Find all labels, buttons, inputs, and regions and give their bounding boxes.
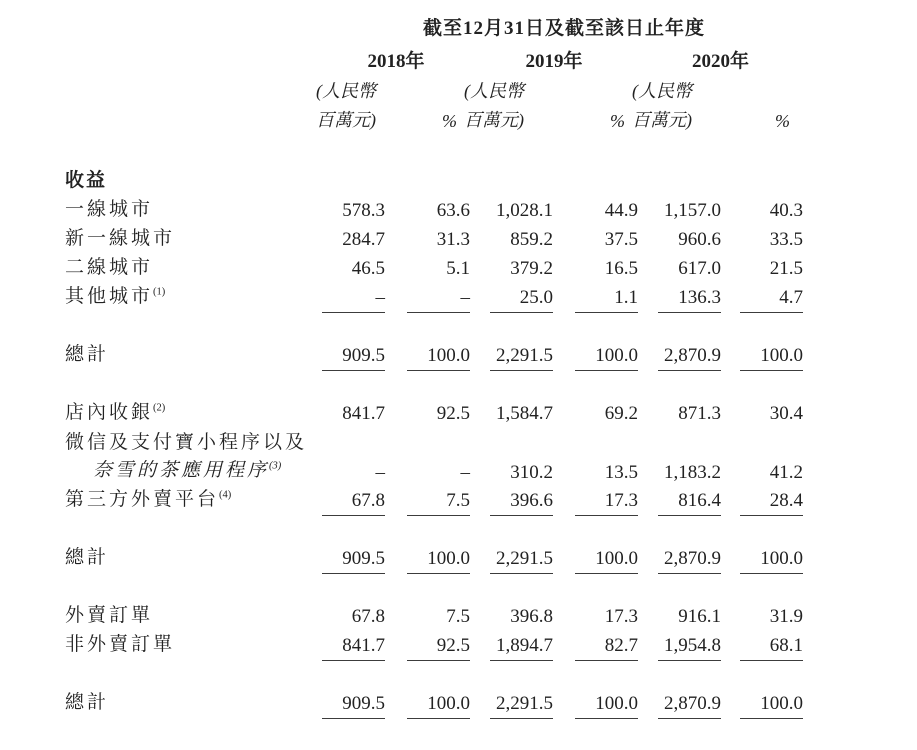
value: 136.3 [658, 287, 721, 313]
value-cell [470, 462, 553, 488]
value: 28.4 [740, 490, 803, 516]
value-cell [470, 200, 553, 226]
value-cell [553, 606, 638, 632]
value-cell [385, 229, 470, 255]
row-label [65, 226, 322, 255]
value-cell [638, 229, 721, 255]
value-cell [470, 548, 553, 574]
value: 100.0 [407, 548, 470, 574]
value: 1,894.7 [490, 635, 553, 661]
spacer-row [65, 574, 917, 603]
value: 396.8 [510, 606, 553, 627]
value: 2,291.5 [490, 693, 553, 719]
value-cell [322, 403, 385, 429]
value-cell [638, 635, 721, 661]
row-label [65, 429, 322, 488]
row-label [65, 255, 322, 284]
table-title [322, 16, 806, 46]
value: 2,291.5 [490, 548, 553, 574]
value-cell [638, 490, 721, 516]
value-cell [322, 200, 385, 226]
value-cell [553, 403, 638, 429]
value: 100.0 [740, 548, 803, 574]
section-row [65, 168, 806, 197]
unit-label: 百萬元) [464, 110, 524, 130]
value: 100.0 [407, 345, 470, 371]
value: 31.3 [436, 229, 470, 250]
value: 909.5 [322, 345, 385, 371]
year-header-2020: 2020年 [691, 51, 749, 72]
value-cell [322, 693, 385, 719]
value-cell [470, 403, 553, 429]
value: 284.7 [342, 229, 385, 250]
row-label-text: 總計 [65, 692, 110, 713]
row-label [65, 690, 322, 719]
value-cell [553, 258, 638, 284]
value-cell [470, 258, 553, 284]
percent-header: % [610, 111, 625, 131]
value: 578.3 [342, 200, 385, 221]
value-cell [638, 606, 721, 632]
value-cell [721, 548, 803, 574]
value: 960.6 [678, 229, 721, 250]
value-cell [470, 345, 553, 371]
value: 1,183.2 [664, 462, 721, 483]
unit-header-row-1 [65, 77, 806, 106]
spacer-row [65, 371, 917, 400]
spacer-row [65, 313, 917, 342]
value-cell [721, 693, 803, 719]
value: 68.1 [740, 635, 803, 661]
value: 859.2 [510, 229, 553, 250]
row-label-text: 微信及支付寶小程序以及 [65, 432, 308, 453]
value-cell [322, 287, 385, 313]
value: 82.7 [575, 635, 638, 661]
value: 37.5 [604, 229, 638, 250]
value-cell [385, 635, 470, 661]
footnote-marker: (1) [153, 286, 166, 298]
value: 1,157.0 [664, 200, 721, 221]
value: 909.5 [322, 693, 385, 719]
row-label [65, 603, 322, 632]
value-cell [470, 287, 553, 313]
row-label [65, 545, 322, 574]
row-label-text: 總計 [65, 547, 110, 568]
value-cell [322, 548, 385, 574]
value: 2,870.9 [658, 548, 721, 574]
data-row [65, 400, 806, 429]
value-cell [385, 462, 470, 488]
value-cell [385, 258, 470, 284]
value-cell [721, 490, 803, 516]
value: 2,870.9 [658, 693, 721, 719]
value-cell [553, 548, 638, 574]
row-label-text: 二線城市 [65, 257, 154, 278]
value: 100.0 [407, 693, 470, 719]
unit-label: 百萬元) [632, 110, 692, 130]
value-cell [385, 287, 470, 313]
value-cell [721, 287, 803, 313]
value-cell [721, 462, 803, 488]
value-cell [553, 229, 638, 255]
unit-header-row-2 [65, 106, 806, 135]
data-row [65, 255, 806, 284]
value-cell [638, 403, 721, 429]
value: 841.7 [342, 403, 385, 424]
value: 1,028.1 [496, 200, 553, 221]
value: 67.8 [351, 606, 385, 627]
value: 5.1 [446, 258, 470, 279]
row-label-text: 總計 [65, 344, 110, 365]
value-cell [385, 606, 470, 632]
value-cell [470, 606, 553, 632]
value-cell [385, 490, 470, 516]
value: 17.3 [575, 490, 638, 516]
value: 92.5 [436, 403, 470, 424]
row-label-line [65, 457, 322, 485]
value: 17.3 [604, 606, 638, 627]
value: 100.0 [740, 345, 803, 371]
value: 100.0 [575, 548, 638, 574]
value-cell [322, 462, 385, 488]
value-cell [553, 490, 638, 516]
row-label [65, 632, 322, 661]
footnote-marker: (3) [269, 460, 282, 472]
value: 909.5 [322, 548, 385, 574]
value-cell [322, 345, 385, 371]
percent-header: % [442, 111, 457, 131]
row-label-text: 其他城市 [65, 286, 154, 307]
value: 4.7 [740, 287, 803, 313]
value-cell [721, 606, 803, 632]
value: 916.1 [678, 606, 721, 627]
total-row [65, 545, 806, 574]
value-cell [470, 490, 553, 516]
value-cell [638, 287, 721, 313]
table-title-text: 截至12月31日及截至該日止年度 [422, 18, 705, 39]
value: 310.2 [510, 462, 553, 483]
value: 841.7 [322, 635, 385, 661]
value: 13.5 [604, 462, 638, 483]
row-label [65, 400, 322, 429]
row-label [65, 168, 322, 197]
value-cell [322, 635, 385, 661]
value: 46.5 [351, 258, 385, 279]
value-cell [322, 229, 385, 255]
value-cell [638, 345, 721, 371]
table-body [65, 168, 917, 719]
value: 44.9 [604, 200, 638, 221]
header-gap [65, 135, 917, 168]
data-row [65, 197, 806, 226]
data-row [65, 284, 806, 313]
row-label-text: 新一線城市 [65, 228, 176, 249]
value: 617.0 [678, 258, 721, 279]
value-cell [470, 693, 553, 719]
value: 92.5 [407, 635, 470, 661]
row-label-text: 外賣訂單 [65, 605, 154, 626]
value-cell [322, 490, 385, 516]
value-cell [721, 345, 803, 371]
value-cell [638, 693, 721, 719]
value: 396.6 [490, 490, 553, 516]
value-cell [322, 606, 385, 632]
total-row [65, 342, 806, 371]
value: 2,291.5 [490, 345, 553, 371]
percent-header: % [775, 111, 790, 131]
row-label-text: 收益 [65, 170, 108, 191]
value-cell [553, 635, 638, 661]
value-cell [553, 345, 638, 371]
row-label-text: 店內收銀 [65, 402, 154, 423]
value: 1.1 [575, 287, 638, 313]
value-cell [470, 229, 553, 255]
value-cell [721, 200, 803, 226]
row-label-text: 一線城市 [65, 199, 154, 220]
value: 7.5 [446, 606, 470, 627]
value: 100.0 [575, 693, 638, 719]
value: – [322, 287, 385, 313]
value: 33.5 [769, 229, 803, 250]
row-label-text: 奈雪的茶應用程序 [93, 460, 270, 481]
value: 25.0 [490, 287, 553, 313]
value: 63.6 [436, 200, 470, 221]
value-cell [638, 200, 721, 226]
year-header-row [65, 46, 806, 77]
value: – [460, 462, 470, 483]
row-label [65, 284, 322, 313]
value: – [375, 462, 385, 483]
value-cell [638, 258, 721, 284]
data-row [65, 632, 806, 661]
total-row [65, 690, 806, 719]
value: 67.8 [322, 490, 385, 516]
row-label-line [65, 429, 322, 457]
value-cell [385, 200, 470, 226]
value: 1,954.8 [658, 635, 721, 661]
value: 2,870.9 [658, 345, 721, 371]
data-row [65, 429, 806, 487]
row-label [65, 487, 322, 516]
footnote-marker: (2) [153, 402, 166, 414]
value-cell [385, 403, 470, 429]
value-cell [553, 462, 638, 488]
spacer-row [65, 661, 917, 690]
row-label [65, 342, 322, 371]
data-row [65, 603, 806, 632]
unit-label: (人民幣 [464, 81, 524, 101]
value-cell [721, 229, 803, 255]
value-cell [385, 345, 470, 371]
value: 31.9 [769, 606, 803, 627]
value: 16.5 [604, 258, 638, 279]
value: 21.5 [769, 258, 803, 279]
unit-label: (人民幣 [316, 81, 376, 101]
value-cell [638, 462, 721, 488]
value-cell [470, 635, 553, 661]
row-label [65, 197, 322, 226]
value: 69.2 [604, 403, 638, 424]
value: 100.0 [575, 345, 638, 371]
value-cell [385, 548, 470, 574]
value: 30.4 [769, 403, 803, 424]
data-row [65, 226, 806, 255]
value: 816.4 [658, 490, 721, 516]
data-row [65, 487, 806, 516]
year-header-2019: 2019年 [525, 51, 583, 72]
value: 379.2 [510, 258, 553, 279]
row-label-text: 非外賣訂單 [65, 634, 176, 655]
value-cell [322, 258, 385, 284]
row-label-text: 第三方外賣平台 [65, 489, 220, 510]
value-cell [638, 548, 721, 574]
spacer-row [65, 516, 917, 545]
value: 40.3 [769, 200, 803, 221]
value: 41.2 [769, 462, 803, 483]
value: 871.3 [678, 403, 721, 424]
value-cell [721, 258, 803, 284]
value-cell [721, 403, 803, 429]
value-cell [553, 200, 638, 226]
unit-label: (人民幣 [632, 81, 692, 101]
value-cell [553, 693, 638, 719]
value-cell [385, 693, 470, 719]
value-cell [721, 635, 803, 661]
unit-label: 百萬元) [316, 110, 376, 130]
value-cell [553, 287, 638, 313]
value: 1,584.7 [496, 403, 553, 424]
footnote-marker: (4) [219, 489, 232, 501]
value: – [407, 287, 470, 313]
value: 100.0 [740, 693, 803, 719]
value: 7.5 [407, 490, 470, 516]
year-header-2018: 2018年 [367, 51, 425, 72]
